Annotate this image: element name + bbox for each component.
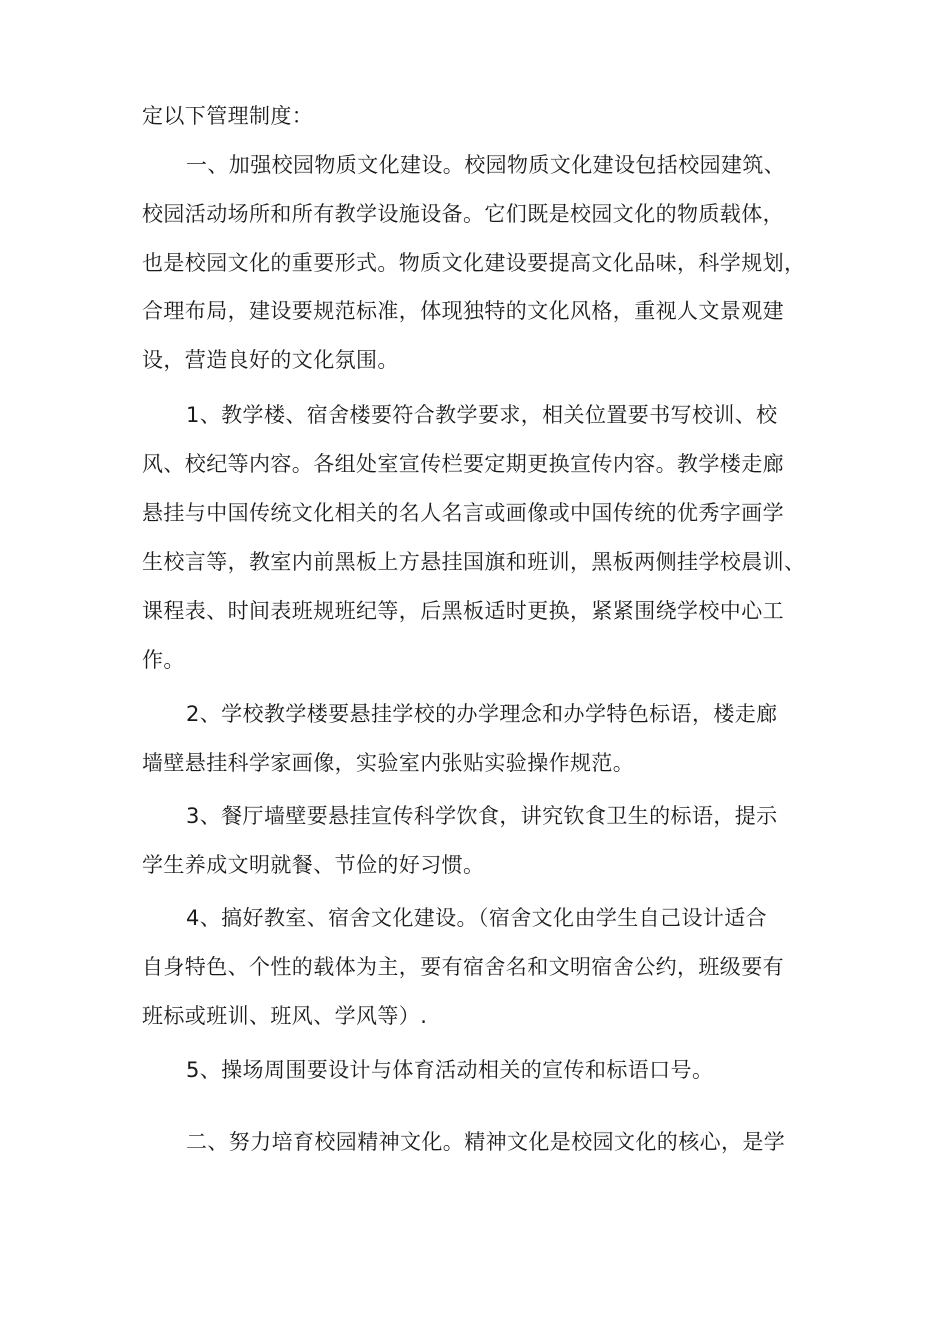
text-line: 设，营造良好的文化氛围。 xyxy=(142,348,399,372)
text-line: 学生养成文明就餐、节俭的好习惯。 xyxy=(142,853,485,877)
list-item-3: 3、餐厅墙壁要悬挂宣传科学饮食，讲究钦食卫生的标语，提示 xyxy=(186,804,778,828)
text-line: 也是校园文化的重要形式。物质文化建设要提高文化品味，科学规划， xyxy=(142,251,806,275)
text-line: 合理布局，建设要规范标准，体现独特的文化风格，重视人文景观建 xyxy=(142,299,784,323)
text-line: 生校言等，教室内前黑板上方悬挂国旗和班训，黑板两侧挂学校晨训、 xyxy=(142,550,806,574)
text-line: 作。 xyxy=(142,648,185,672)
paragraph-heading-1: 一、加强校园物质文化建设。校园物质文化建设包括校园建筑、 xyxy=(186,153,786,177)
text-line: 定以下管理制度： xyxy=(142,104,314,128)
list-item-2: 2、学校教学楼要悬挂学校的办学理念和办学特色标语，楼走廊 xyxy=(186,702,778,726)
text-line: 风、校纪等内容。各组处室宣传栏要定期更换宣传内容。教学楼走廊 xyxy=(142,452,784,476)
list-item-1: 1、教学楼、宿舍楼要符合教学要求，相关位置要书写校训、校 xyxy=(186,403,778,427)
list-item-5: 5、操场周围要设计与体育活动相关的宣传和标语口号。 xyxy=(186,1058,714,1082)
text-line: 墙壁悬挂科学家画像，实验室内张贴实验操作规范。 xyxy=(142,751,635,775)
paragraph-heading-2: 二、努力培育校园精神文化。精神文化是校园文化的核心，是学 xyxy=(186,1130,786,1154)
text-line: 班标或班训、班风、学风等）. xyxy=(142,1004,428,1028)
text-line: 校园活动场所和所有教学设施设备。它们既是校园文化的物质载体， xyxy=(142,202,784,226)
text-line: 自身特色、个性的载体为主，要有宿舍名和文明宿舍公约，班级要有 xyxy=(142,955,784,979)
text-line: 悬挂与中国传统文化相关的名人名言或画像或中国传统的优秀字画学 xyxy=(142,501,784,525)
text-line: 课程表、时间表班规班纪等，后黑板适时更换，紧紧围绕学校中心工 xyxy=(142,599,784,623)
list-item-4: 4、搞好教室、宿舍文化建设。（宿舍文化由学生自己设计适合 xyxy=(186,906,768,930)
